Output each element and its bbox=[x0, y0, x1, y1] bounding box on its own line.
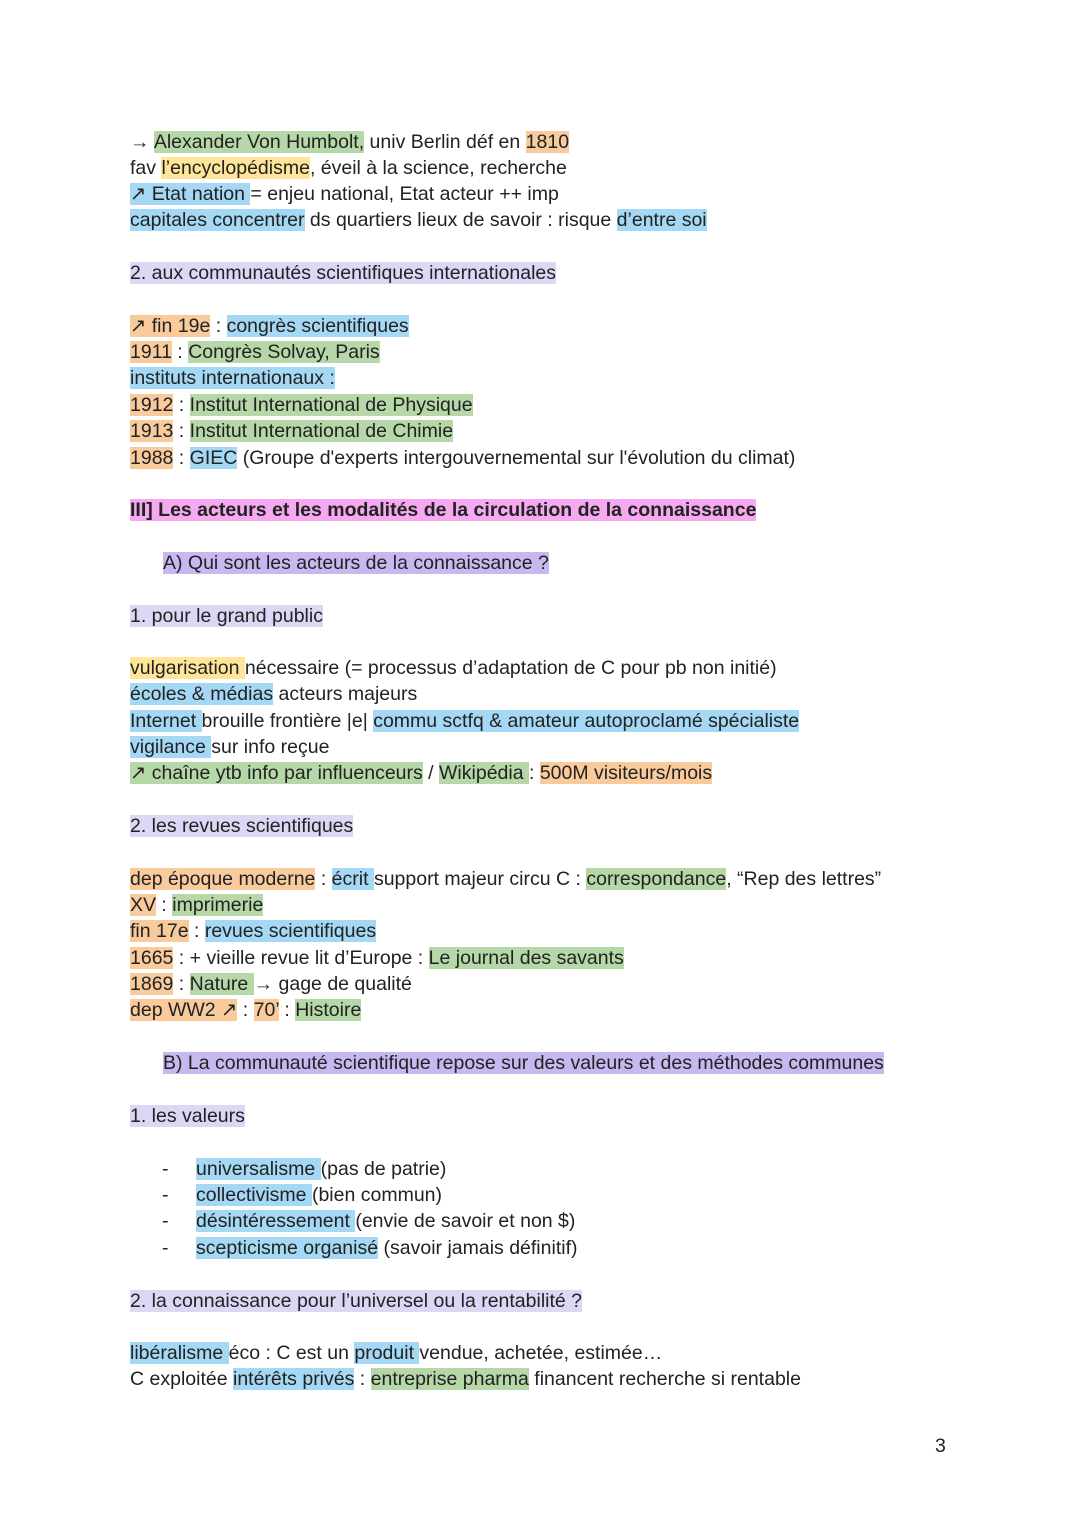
text-run: : bbox=[210, 315, 227, 337]
highlighted-text: Congrès Solvay, Paris bbox=[188, 341, 380, 363]
highlighted-text: d’entre soi bbox=[616, 209, 707, 231]
bullet-dash: - bbox=[162, 1237, 169, 1259]
text-run: (Groupe d'experts intergouvernemental sur l'évolution du climat) bbox=[237, 447, 796, 469]
highlighted-text: 1810 bbox=[525, 131, 570, 153]
text-run: support majeur circu C : bbox=[373, 868, 587, 890]
section-heading bbox=[163, 550, 549, 576]
highlighted-text: l’encyclopédisme bbox=[161, 157, 310, 179]
text-run: : bbox=[173, 973, 190, 995]
subsection-title: 2. aux communautés scientifiques internationales bbox=[130, 262, 556, 284]
text-run: ds quartiers lieux de savoir : risque bbox=[304, 209, 617, 231]
highlighted-text: XV bbox=[130, 894, 157, 916]
text-line bbox=[130, 418, 453, 444]
text-line bbox=[130, 155, 567, 181]
highlighted-text: 1869 bbox=[130, 973, 174, 995]
text-line bbox=[130, 129, 569, 155]
text-run: : + vieille revue lit d’Europe : bbox=[173, 947, 429, 969]
highlighted-text: commu sctfq & amateur autoproclamé spécialiste bbox=[373, 710, 800, 732]
text-line bbox=[130, 392, 473, 418]
highlighted-text: Institut International de Physique bbox=[189, 394, 473, 416]
subsection-title: 2. les revues scientifiques bbox=[130, 815, 354, 837]
highlighted-text: vulgarisation bbox=[130, 657, 245, 679]
text-line bbox=[130, 866, 881, 892]
text-line bbox=[130, 655, 777, 681]
highlighted-text: ↗ fin 19e bbox=[130, 315, 211, 337]
highlighted-text: vigilance bbox=[130, 736, 212, 758]
list-item bbox=[196, 1182, 442, 1208]
text-run: acteurs majeurs bbox=[273, 683, 418, 705]
subsection-heading bbox=[130, 1288, 582, 1314]
highlighted-text: ↗ chaîne ytb info par influenceurs bbox=[130, 762, 423, 784]
text-run: (pas de patrie) bbox=[320, 1158, 447, 1180]
highlighted-text: fin 17e bbox=[130, 920, 189, 942]
bullet-dash: - bbox=[162, 1158, 169, 1180]
list-item bbox=[196, 1235, 577, 1261]
highlighted-text: Wikipédia bbox=[439, 762, 529, 784]
highlighted-text: universalisme bbox=[196, 1158, 321, 1180]
text-line bbox=[130, 681, 417, 707]
highlighted-text: imprimerie bbox=[172, 894, 264, 916]
text-run: (envie de savoir et non $) bbox=[355, 1210, 576, 1232]
text-run: brouille frontière |e| bbox=[201, 710, 374, 732]
highlighted-text: intérêts privés bbox=[232, 1368, 355, 1390]
text-run: (bien commun) bbox=[311, 1184, 442, 1206]
highlighted-text: congrès scientifiques bbox=[226, 315, 409, 337]
highlighted-text: revues scientifiques bbox=[204, 920, 377, 942]
text-line bbox=[130, 365, 335, 391]
text-run: : bbox=[173, 420, 190, 442]
highlighted-text: correspondance bbox=[586, 868, 727, 890]
text-run: → bbox=[130, 131, 154, 153]
page-number: 3 bbox=[935, 1435, 946, 1457]
bullet-dash: - bbox=[162, 1210, 169, 1232]
text-run: : bbox=[315, 868, 332, 890]
text-line bbox=[130, 892, 263, 918]
highlighted-text: Internet bbox=[130, 710, 202, 732]
list-item bbox=[196, 1156, 446, 1182]
highlighted-text: Histoire bbox=[295, 999, 362, 1021]
highlighted-text: libéralisme bbox=[130, 1342, 229, 1364]
subsection-heading bbox=[130, 1103, 245, 1129]
text-run: : bbox=[528, 762, 540, 784]
text-run: vendue, achetée, estimée… bbox=[419, 1342, 663, 1364]
text-run: C exploitée bbox=[130, 1368, 233, 1390]
highlighted-text: Nature bbox=[189, 973, 254, 995]
text-run: → gage de qualité bbox=[253, 973, 412, 995]
text-run: sur info reçue bbox=[211, 736, 330, 758]
text-run: = enjeu national, Etat acteur ++ imp bbox=[250, 183, 559, 205]
text-run: éco : C est un bbox=[228, 1342, 355, 1364]
highlighted-text: désintéressement bbox=[196, 1210, 356, 1232]
highlighted-text: scepticisme organisé bbox=[196, 1237, 379, 1259]
text-line bbox=[130, 207, 707, 233]
text-run: fav bbox=[130, 157, 162, 179]
highlighted-text: écrit bbox=[331, 868, 374, 890]
text-run: : bbox=[156, 894, 173, 916]
highlighted-text: Institut International de Chimie bbox=[189, 420, 454, 442]
highlighted-text: 1911 bbox=[130, 341, 172, 363]
text-run: , “Rep des lettres” bbox=[726, 868, 882, 890]
text-run: univ Berlin déf en bbox=[364, 131, 526, 153]
subsection-heading bbox=[130, 813, 353, 839]
subsection-title: 1. pour le grand public bbox=[130, 605, 323, 627]
text-line bbox=[130, 181, 559, 207]
highlighted-text: dep WW2 ↗ bbox=[130, 999, 238, 1021]
text-line bbox=[130, 918, 376, 944]
section-heading bbox=[163, 1050, 884, 1076]
text-run: nécessaire (= processus d’adaptation de C pour pb non initié) bbox=[244, 657, 777, 679]
part-heading bbox=[130, 497, 756, 523]
highlighted-text: capitales concentrer bbox=[130, 209, 305, 231]
highlighted-text: écoles & médias bbox=[130, 683, 274, 705]
text-run: : bbox=[173, 394, 190, 416]
highlighted-text: Alexander Von Humbolt, bbox=[153, 131, 365, 153]
highlighted-text: 500M visiteurs/mois bbox=[539, 762, 713, 784]
highlighted-text: 70’ bbox=[253, 999, 279, 1021]
text-run: / bbox=[422, 762, 440, 784]
subsection-title: 2. la connaissance pour l’universel ou la rentabilité ? bbox=[130, 1290, 583, 1312]
text-run: : bbox=[173, 447, 190, 469]
highlighted-text: GIEC bbox=[189, 447, 238, 469]
text-line bbox=[130, 971, 412, 997]
text-line bbox=[130, 339, 380, 365]
text-line bbox=[130, 445, 795, 471]
subsection-title: 1. les valeurs bbox=[130, 1105, 245, 1127]
highlighted-text: 1665 bbox=[130, 947, 174, 969]
text-run: : bbox=[188, 920, 205, 942]
highlighted-text: entreprise pharma bbox=[370, 1368, 529, 1390]
section-title: B) La communauté scientifique repose sur des valeurs et des méthodes communes bbox=[163, 1052, 884, 1074]
subsection-heading bbox=[130, 603, 323, 629]
text-line bbox=[130, 313, 409, 339]
text-run: : bbox=[237, 999, 254, 1021]
text-line bbox=[130, 708, 799, 734]
highlighted-text: collectivisme bbox=[196, 1184, 312, 1206]
text-line bbox=[130, 760, 712, 786]
subsection-heading bbox=[130, 260, 556, 286]
section-title: A) Qui sont les acteurs de la connaissance ? bbox=[163, 552, 549, 574]
list-item bbox=[196, 1208, 575, 1234]
text-line bbox=[130, 997, 361, 1023]
text-run: , éveil à la science, recherche bbox=[309, 157, 567, 179]
part-title: III] Les acteurs et les modalités de la circulation de la connaissance bbox=[130, 499, 757, 521]
highlighted-text: 1912 bbox=[130, 394, 174, 416]
highlighted-text: 1913 bbox=[130, 420, 174, 442]
text-run: : bbox=[278, 999, 296, 1021]
highlighted-text: 1988 bbox=[130, 447, 174, 469]
bullet-dash: - bbox=[162, 1184, 169, 1206]
text-line bbox=[130, 1366, 801, 1392]
text-run: : bbox=[171, 341, 189, 363]
text-run: (savoir jamais définitif) bbox=[378, 1237, 578, 1259]
text-run: : bbox=[354, 1368, 371, 1390]
text-line bbox=[130, 734, 329, 760]
highlighted-text: dep époque moderne bbox=[130, 868, 316, 890]
text-run: financent recherche si rentable bbox=[528, 1368, 801, 1390]
highlighted-text: produit bbox=[354, 1342, 420, 1364]
text-line bbox=[130, 1340, 662, 1366]
text-line bbox=[130, 945, 624, 971]
highlighted-text: ↗ Etat nation bbox=[130, 183, 251, 205]
highlighted-text: instituts internationaux : bbox=[130, 367, 335, 389]
highlighted-text: Le journal des savants bbox=[428, 947, 624, 969]
